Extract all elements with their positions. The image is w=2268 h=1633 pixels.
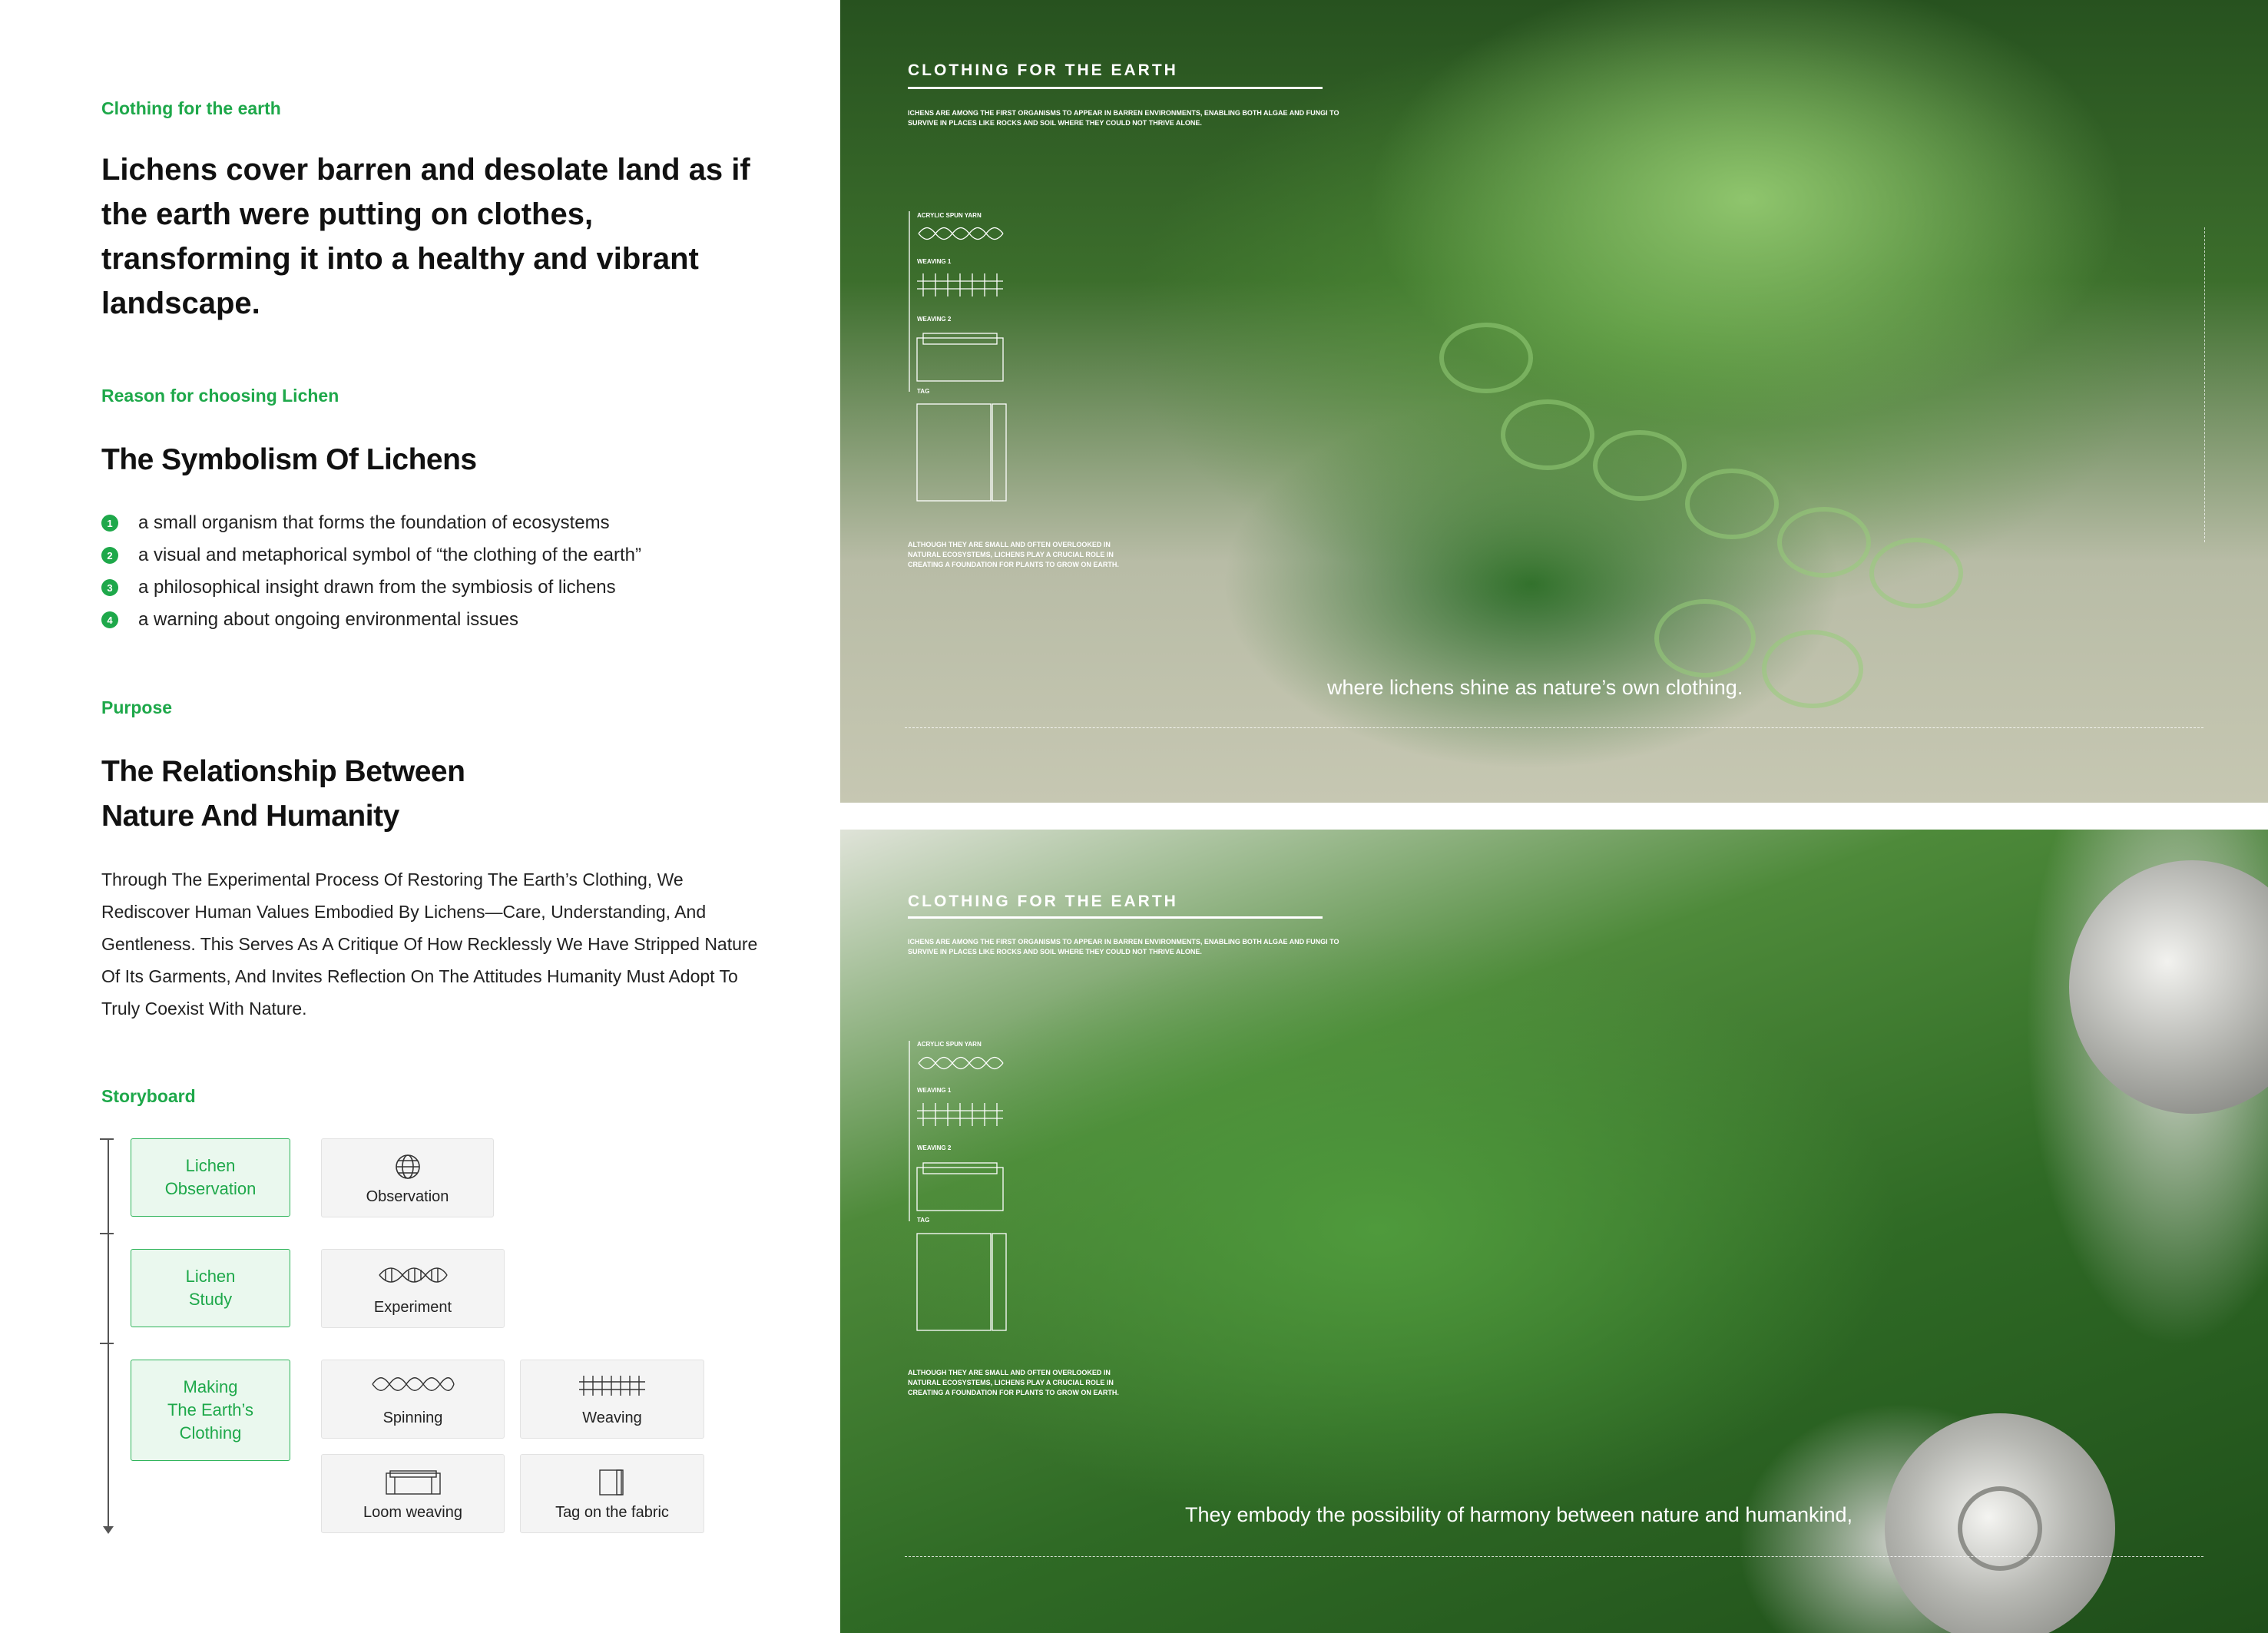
panel-title: CLOTHING FOR THE EARTH — [908, 893, 1178, 910]
fabric-roller-render — [840, 830, 2268, 1633]
roller-top — [2069, 860, 2268, 1114]
timeline-arrow-icon — [103, 1526, 114, 1534]
timeline-bar — [905, 1556, 2203, 1558]
step-loom-weaving — [321, 1454, 505, 1533]
knit-loop — [1762, 630, 1863, 708]
panel-title: CLOTHING FOR THE EARTH — [908, 61, 1178, 79]
process-label: TAG — [917, 1217, 930, 1224]
dna-icon — [322, 1264, 504, 1291]
reason-label: Reason for choosing Lichen — [101, 386, 339, 406]
knit-loop — [1654, 599, 1756, 677]
storyboard-timeline — [108, 1139, 109, 1531]
stage-line: Clothing — [179, 1423, 242, 1443]
stage-line: Observation — [164, 1179, 257, 1198]
list-item-text: a small organism that forms the foundation of ecosystems — [138, 512, 610, 533]
process-label: WEAVING 1 — [917, 1087, 952, 1094]
list-item — [101, 604, 641, 636]
intro-statement: Lichens cover barren and desolate land as if the earth were putting on clothes, transforming it into a healthy and vibrant landscape. — [101, 153, 750, 320]
step-label: Observation — [366, 1188, 449, 1205]
stage-line: The Earth’s — [167, 1400, 254, 1419]
timeline-tick — [100, 1138, 114, 1140]
stage-line: Lichen — [185, 1156, 236, 1175]
knit-loop — [1593, 430, 1687, 501]
panel-caption: where lichens shine as nature’s own clothing. — [1327, 676, 1743, 699]
list-item — [101, 571, 641, 604]
step-label: Tag on the fabric — [555, 1504, 669, 1521]
step-label: Weaving — [582, 1409, 642, 1426]
panel-title-rule — [908, 916, 1323, 919]
knit-loop — [1439, 323, 1533, 393]
panel-description: ICHENS ARE AMONG THE FIRST ORGANISMS TO APPEAR IN BARREN ENVIRONMENTS, ENABLING BOTH ALGAE AND FUNGI TO SURVIVE IN PLACES LIKE ROCKS AND SOIL WHERE THEY COULD NOT THRIVE ALONE. — [908, 109, 1339, 127]
panel-title-rule — [908, 87, 1323, 89]
purpose-heading-line2: Nature And Humanity — [101, 800, 399, 833]
process-label: WEAVING 2 — [917, 316, 952, 323]
globe-icon — [322, 1153, 493, 1181]
process-diagram — [908, 207, 1015, 507]
panel-caption: They embody the possibility of harmony between nature and humankind, — [1185, 1503, 1853, 1526]
frame-guide — [2204, 227, 2206, 542]
step-label: Loom weaving — [363, 1504, 462, 1521]
stage-lichen-observation — [131, 1138, 290, 1217]
number-badge: 2 — [101, 547, 118, 564]
twisted-yarn-icon — [322, 1374, 504, 1402]
roller-end-cap — [1958, 1486, 2042, 1571]
timeline-bar — [905, 727, 2203, 729]
list-item-text: a philosophical insight drawn from the symbiosis of lichens — [138, 577, 616, 598]
weave-grid-icon — [521, 1374, 704, 1402]
symbolism-list — [101, 507, 641, 636]
list-item-text: a visual and metaphorical symbol of “the clothing of the earth” — [138, 545, 642, 565]
process-label: ACRYLIC SPUN YARN — [917, 212, 982, 219]
step-label: Experiment — [373, 1299, 452, 1316]
stage-making-clothing — [131, 1360, 290, 1461]
stage-line: Study — [188, 1290, 233, 1309]
number-badge: 1 — [101, 515, 118, 532]
panel-note: ALTHOUGH THEY ARE SMALL AND OFTEN OVERLOOKED IN NATURAL ECOSYSTEMS, LICHENS PLAY A CRUCIAL ROLE IN CREATING A FOUNDATION FOR PLANTS TO GROW ON EARTH. — [908, 541, 1119, 568]
reason-heading: The Symbolism Of Lichens — [101, 443, 477, 476]
knit-loop — [1777, 507, 1871, 578]
stage-line: Making — [183, 1377, 238, 1396]
intro-label: Clothing for the earth — [101, 98, 281, 118]
stage-lichen-study — [131, 1249, 290, 1327]
purpose-body: Through The Experimental Process Of Restoring The Earth’s Clothing, We Rediscover Human Values Embodied By Lichens—Care, Understanding, And Gentleness. This Serves As A Critique Of How Recklessly We Have Stripped Nature Of Its Garments, And Invites Reflection On The Attitudes Humanity Must Adopt To Truly Coexist With Nature. — [101, 869, 758, 1019]
knit-loop — [1869, 538, 1963, 608]
panel-note: ALTHOUGH THEY ARE SMALL AND OFTEN OVERLOOKED IN NATURAL ECOSYSTEMS, LICHENS PLAY A CRUCIAL ROLE IN CREATING A FOUNDATION FOR PLANTS TO GROW ON EARTH. — [908, 1369, 1119, 1396]
process-diagram — [908, 1037, 1015, 1337]
step-weaving — [520, 1360, 704, 1439]
purpose-label: Purpose — [101, 697, 173, 717]
timeline-tick — [100, 1343, 114, 1344]
list-item — [101, 507, 641, 539]
step-tag-on-fabric — [520, 1454, 704, 1533]
knit-fabric-render — [840, 0, 2268, 803]
storyboard-label: Storyboard — [101, 1086, 196, 1106]
process-label: WEAVING 1 — [917, 258, 952, 265]
knit-loop — [1501, 399, 1594, 470]
number-badge: 3 — [101, 579, 118, 596]
process-label: ACRYLIC SPUN YARN — [917, 1041, 982, 1048]
step-experiment — [321, 1249, 505, 1328]
list-item-text: a warning about ongoing environmental issues — [138, 609, 518, 630]
step-label: Spinning — [382, 1409, 443, 1426]
stage-line: Lichen — [185, 1267, 236, 1286]
timeline-tick — [100, 1233, 114, 1234]
loom-icon — [322, 1469, 504, 1496]
process-label: TAG — [917, 388, 930, 395]
list-item — [101, 539, 641, 571]
step-observation — [321, 1138, 494, 1217]
process-label: WEAVING 2 — [917, 1144, 952, 1151]
step-spinning — [321, 1360, 505, 1439]
number-badge: 4 — [101, 611, 118, 628]
knit-loop — [1685, 469, 1779, 539]
panel-description: ICHENS ARE AMONG THE FIRST ORGANISMS TO APPEAR IN BARREN ENVIRONMENTS, ENABLING BOTH ALGAE AND FUNGI TO SURVIVE IN PLACES LIKE ROCKS AND SOIL WHERE THEY COULD NOT THRIVE ALONE. — [908, 938, 1339, 956]
purpose-heading-line1: The Relationship Between — [101, 755, 465, 788]
tag-icon — [521, 1469, 704, 1496]
